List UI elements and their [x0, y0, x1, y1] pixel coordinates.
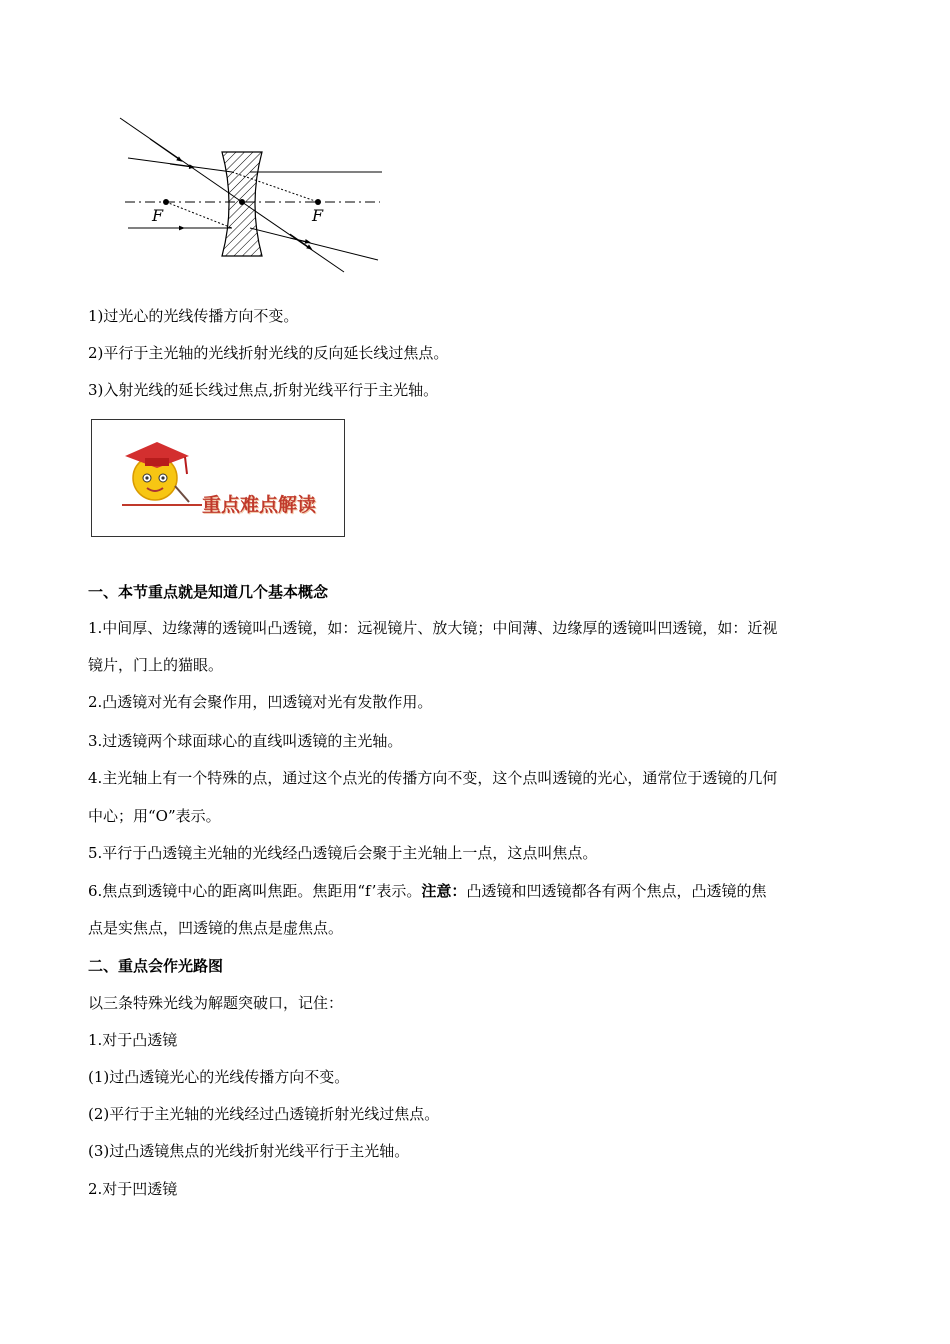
focus-right-dot	[315, 199, 321, 205]
concave-title: 2.对于凹透镜	[88, 1180, 178, 1198]
section2-intro: 以三条特殊光线为解题突破口，记住：	[88, 994, 344, 1012]
concave-lens-diagram	[110, 108, 400, 283]
optical-center-dot	[239, 199, 245, 205]
note-label: 注意：	[421, 882, 467, 900]
para-6-text-a: 6.焦点到透镜中心的距离叫焦距。焦距用“f’表示。	[88, 882, 422, 900]
graduate-mascot-icon	[117, 430, 197, 510]
para-1-line-2: 镜片，门上的猫眼。	[88, 656, 224, 674]
para-4-line-1: 4.主光轴上有一个特殊的点，通过这个点光的传播方向不变，这个点叫透镜的光心，通常位于透镜的几何	[88, 769, 778, 787]
para-4-line-2: 中心；用“O”表示。	[88, 807, 221, 825]
para-1-line-1: 1.中间厚、边缘薄的透镜叫凸透镜，如：远视镜片、放大镜；中间薄、边缘厚的透镜叫凹透镜，如：近视	[88, 619, 778, 637]
section2-heading: 二、重点会作光路图	[88, 957, 224, 975]
para-6-line-1	[88, 881, 766, 901]
para-6-text-b: 凸透镜和凹透镜都各有两个焦点，凸透镜的焦	[466, 882, 767, 900]
convex-rule-1: (1)过凸透镜光心的光线传播方向不变。	[88, 1068, 350, 1086]
rule-3: 3)入射光线的延长线过焦点,折射光线平行于主光轴。	[88, 381, 439, 399]
key-points-banner	[91, 419, 345, 537]
focus-right-label: F	[312, 206, 324, 225]
para-5: 5.平行于凸透镜主光轴的光线经凸透镜后会聚于主光轴上一点，这点叫焦点。	[88, 844, 598, 862]
banner-title: 重点难点解读	[202, 494, 317, 516]
banner-rule	[122, 504, 202, 506]
convex-rule-3: (3)过凸透镜焦点的光线折射光线平行于主光轴。	[88, 1142, 410, 1160]
focus-left-dot	[163, 199, 169, 205]
rule-2: 2)平行于主光轴的光线折射光线的反向延长线过焦点。	[88, 344, 449, 362]
focus-left-label: F	[152, 206, 164, 225]
convex-rule-2: (2)平行于主光轴的光线经过凸透镜折射光线过焦点。	[88, 1105, 440, 1123]
section1-heading: 一、本节重点就是知道几个基本概念	[88, 583, 329, 601]
para-6-line-2: 点是实焦点，凹透镜的焦点是虚焦点。	[88, 919, 344, 937]
rule-1: 1)过光心的光线传播方向不变。	[88, 307, 299, 325]
para-2: 2.凸透镜对光有会聚作用，凹透镜对光有发散作用。	[88, 693, 433, 711]
para-3: 3.过透镜两个球面球心的直线叫透镜的主光轴。	[88, 732, 403, 750]
convex-title: 1.对于凸透镜	[88, 1031, 178, 1049]
